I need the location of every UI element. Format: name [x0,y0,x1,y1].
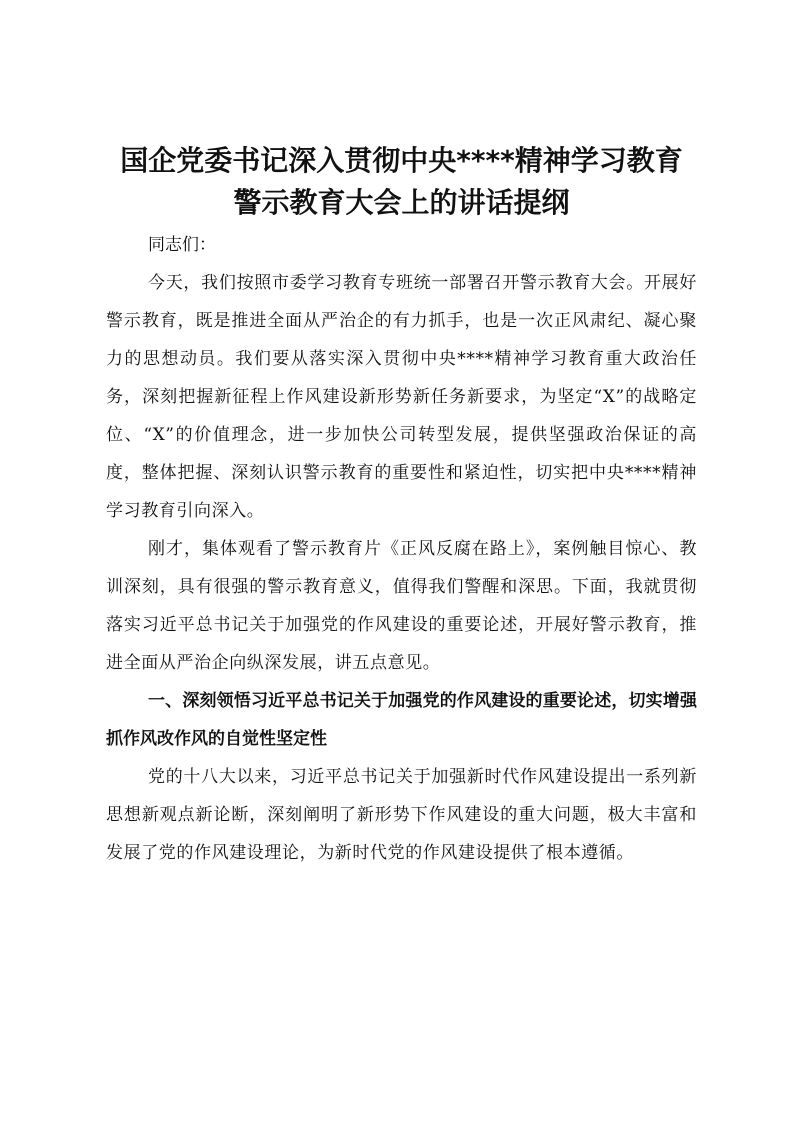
paragraph-video: 刚才，集体观看了警示教育片《正风反腐在路上》，案例触目惊心、教训深刻，具有很强的警示教育意义，值得我们警醒和深思。下面，我就贯彻落实习近平总书记关于加强党的作风建设的重要论述，开展好警示教育，推进全面从严治企向纵深发展，讲五点意见。 [106,539,697,673]
document-title [106,140,697,224]
paragraph-intro: 今天，我们按照市委学习教育专班统一部署召开警示教育大会。开展好警示教育，既是推进全面从严治企的有力抓手，也是一次正风肃纪、凝心聚力的思想动员。我们要从落实深入贯彻中央****精神学习教育重大政治任务，深刻把握新征程上作风建设新形势新任务新要求，为坚定“X”的战略定位、“X”的价值理念，进一步加快公司转型发展，提供坚强政治保证的高度，整体把握、深刻认识警示教育的重要性和紧迫性，切实把中央****精神学习教育引向深入。 [106,273,697,521]
salutation: 同志们： [148,235,216,255]
title-line-1: 国企党委书记深入贯彻中央****精神学习教育 [120,144,683,177]
section-1-paragraph: 党的十八大以来，习近平总书记关于加强新时代作风建设提出一系列新思想新观点新论断，深刻阐明了新形势下作风建设的重大问题，极大丰富和发展了党的作风建设理论，为新时代党的作风建设提供了根本遵循。 [106,767,697,863]
title-line-2: 警示教育大会上的讲话提纲 [233,186,570,219]
section-heading-1: 一、深刻领悟习近平总书记关于加强党的作风建设的重要论述，切实增强抓作风改作风的自觉性坚定性 [106,691,697,749]
